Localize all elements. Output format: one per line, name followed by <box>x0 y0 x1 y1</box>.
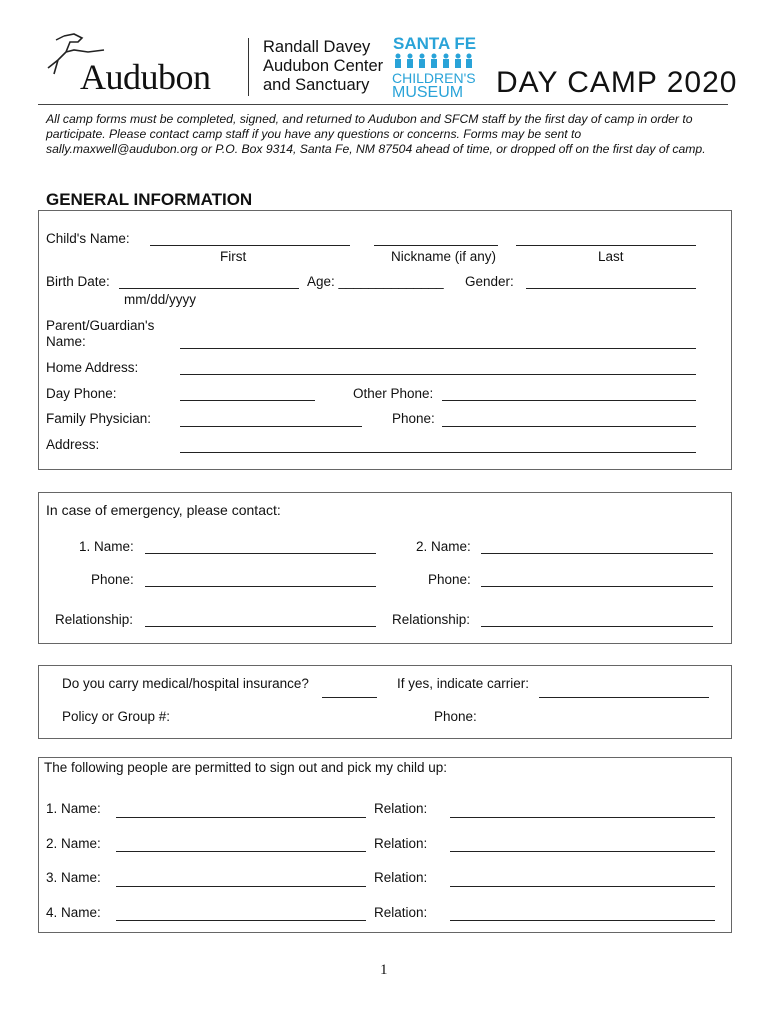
insurance-answer-field[interactable] <box>322 697 377 698</box>
page-title: DAY CAMP 2020 <box>496 66 738 99</box>
emergency-relationship2-field[interactable] <box>481 626 713 627</box>
parent-label-line2: Name: <box>46 334 86 349</box>
pickup-name4-field[interactable] <box>116 920 366 921</box>
childs-name-label: Child's Name: <box>46 231 130 246</box>
pickup-name2-field[interactable] <box>116 851 366 852</box>
birth-date-label: Birth Date: <box>46 274 110 289</box>
emergency-title: In case of emergency, please contact: <box>46 502 281 518</box>
pickup-relation2-field[interactable] <box>450 851 715 852</box>
pickup-relation3-label: Relation: <box>374 870 428 885</box>
pickup-relation1-label: Relation: <box>374 801 428 816</box>
emergency-name1-field[interactable] <box>145 553 376 554</box>
pickup-name2-label: 2. Name: <box>46 836 101 851</box>
pickup-name3-label: 3. Name: <box>46 870 101 885</box>
section-title-general: GENERAL INFORMATION <box>46 190 253 209</box>
gender-field[interactable] <box>526 288 696 289</box>
birth-date-field[interactable] <box>119 288 299 289</box>
pickup-relation1-field[interactable] <box>450 817 715 818</box>
pickup-name4-label: 4. Name: <box>46 905 101 920</box>
insurance-carrier-label: If yes, indicate carrier: <box>397 676 530 691</box>
center-line3: and Sanctuary <box>263 76 370 94</box>
pickup-name1-label: 1. Name: <box>46 801 101 816</box>
header-rule <box>38 104 728 105</box>
center-line1: Randall Davey <box>263 38 371 56</box>
other-phone-label: Other Phone: <box>353 386 434 401</box>
physician-address-field[interactable] <box>180 452 696 453</box>
emergency-phone2-label: Phone: <box>428 572 471 587</box>
child-first-name-field[interactable] <box>150 245 350 246</box>
museum-line2: CHILDREN'S <box>392 70 476 86</box>
pickup-name1-field[interactable] <box>116 817 366 818</box>
emergency-relationship1-field[interactable] <box>145 626 376 627</box>
insurance-question: Do you carry medical/hospital insurance? <box>62 676 309 691</box>
gender-label: Gender: <box>465 274 514 289</box>
first-caption: First <box>220 249 247 264</box>
emergency-phone1-label: Phone: <box>91 572 134 587</box>
center-line2: Audubon Center <box>263 57 384 75</box>
home-address-label: Home Address: <box>46 360 139 375</box>
emergency-relationship1-label: Relationship: <box>55 612 134 627</box>
parent-name-field[interactable] <box>180 348 696 349</box>
pickup-name3-field[interactable] <box>116 886 366 887</box>
header-divider <box>248 38 249 96</box>
pickup-relation4-label: Relation: <box>374 905 428 920</box>
pickup-relation4-field[interactable] <box>450 920 715 921</box>
insurance-phone-label: Phone: <box>434 709 477 724</box>
emergency-phone2-field[interactable] <box>481 586 713 587</box>
age-field[interactable]: Age: ______________ <box>307 274 444 289</box>
physician-address-label: Address: <box>46 437 100 452</box>
emergency-relationship2-label: Relationship: <box>392 612 471 627</box>
pickup-title: The following people are permitted to sign out and pick my child up: <box>44 760 447 775</box>
children-figures-icon <box>393 53 473 69</box>
audubon-wordmark: Audubon <box>80 57 211 97</box>
pickup-relation3-field[interactable] <box>450 886 715 887</box>
family-physician-label: Family Physician: <box>46 411 152 426</box>
home-address-field[interactable] <box>180 374 696 375</box>
nickname-caption: Nickname (if any) <box>391 249 497 264</box>
emergency-name2-field[interactable] <box>481 553 713 554</box>
day-phone-field[interactable] <box>180 400 315 401</box>
date-format-caption: mm/dd/yyyy <box>124 292 197 307</box>
last-caption: Last <box>598 249 624 264</box>
child-nickname-field[interactable] <box>374 245 498 246</box>
day-phone-label: Day Phone: <box>46 386 117 401</box>
child-last-name-field[interactable] <box>516 245 696 246</box>
page-number: 1 <box>380 962 388 978</box>
physician-phone-label: Phone: <box>392 411 435 426</box>
policy-label: Policy or Group #: <box>62 709 171 724</box>
museum-line1: SANTA FE <box>393 34 477 53</box>
family-physician-field[interactable] <box>180 426 362 427</box>
parent-label-line1: Parent/Guardian's <box>46 318 155 333</box>
pickup-relation2-label: Relation: <box>374 836 428 851</box>
museum-line3: MUSEUM <box>392 84 464 101</box>
emergency-name1-label: 1. Name: <box>79 539 134 554</box>
emergency-phone1-field[interactable] <box>145 586 376 587</box>
general-info-box <box>38 210 732 470</box>
physician-phone-field[interactable] <box>442 426 696 427</box>
insurance-carrier-field[interactable] <box>539 697 709 698</box>
intro-text: All camp forms must be completed, signed, and returned to Audubon and SFCM staff by the first day of camp in order to participate. Please contact camp staff if you have any questions or concerns. Forms may be sent to sally.maxwell@audubon.org or P.O. Box 9314, Santa Fe, NM 87504 ahead of time, or dropped off on the first day of camp. <box>46 112 706 156</box>
other-phone-field[interactable] <box>442 400 696 401</box>
emergency-name2-label: 2. Name: <box>416 539 471 554</box>
